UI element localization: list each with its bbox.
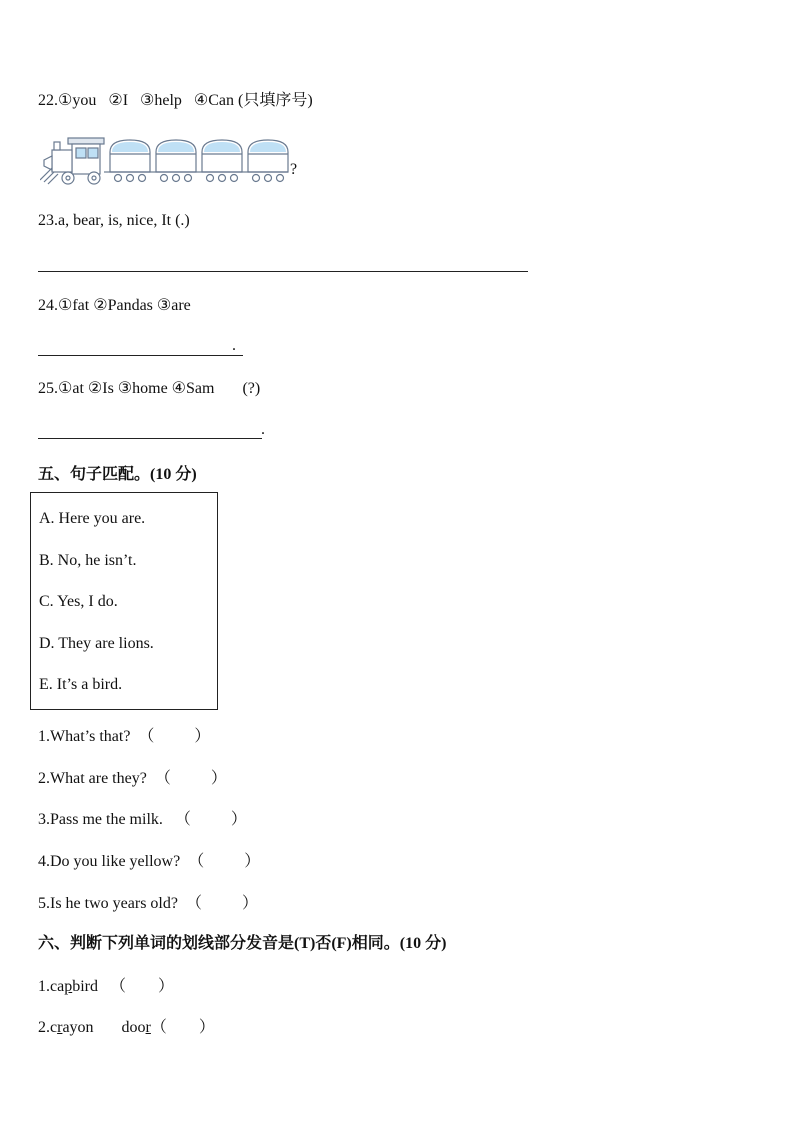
question-22: 22.①you ②I ③help ④Can (只填序号) <box>38 92 313 109</box>
question-25: 25.①at ②Is ③home ④Sam (?) <box>38 380 261 397</box>
section-5-title: 五、句子匹配。(10 分) <box>38 466 197 483</box>
train-picture <box>40 130 310 190</box>
word-part: ca <box>50 978 65 995</box>
match-question-2[interactable]: 2.What are they? （ ） <box>38 770 227 787</box>
option-c: C. Yes, I do. <box>39 593 118 610</box>
option-b: B. No, he isn’t. <box>39 552 137 569</box>
item-number: 1. <box>38 978 50 995</box>
match-question-1[interactable]: 1.What’s that? （ ） <box>38 728 211 745</box>
answer-parentheses[interactable]: （ ） <box>97 978 174 995</box>
locomotive-icon <box>40 138 110 184</box>
train-car-3 <box>202 140 248 182</box>
underlined-letter: r <box>145 1019 151 1036</box>
word-part: c <box>50 1019 58 1036</box>
question-24: 24.①fat ②Pandas ③are <box>38 297 191 314</box>
section-6-title: 六、判断下列单词的划线部分发音是(T)否(F)相同。(10 分) <box>38 935 447 952</box>
option-d: D. They are lions. <box>39 635 154 652</box>
train-car-1 <box>110 140 156 182</box>
phonics-item-2[interactable] <box>38 1014 215 1037</box>
phonics-item-1[interactable] <box>38 973 174 996</box>
question-23: 23.a, bear, is, nice, It (.) <box>38 212 190 229</box>
word-part: doo <box>93 1019 146 1036</box>
answer-parentheses[interactable]: （ ） <box>150 1019 215 1036</box>
underlined-letter: p <box>64 978 73 995</box>
answer-line-25[interactable] <box>38 438 262 439</box>
train-question-mark: ? <box>290 161 298 178</box>
match-question-3[interactable]: 3.Pass me the milk. （ ） <box>38 811 247 828</box>
word-part: ayon <box>62 1019 94 1036</box>
answer-line-24[interactable] <box>38 355 243 356</box>
train-car-4 <box>248 140 288 182</box>
option-a: A. Here you are. <box>39 510 146 527</box>
word-part: bird <box>72 978 98 995</box>
match-question-4[interactable]: 4.Do you like yellow? （ ） <box>38 853 261 870</box>
match-question-5[interactable]: 5.Is he two years old? （ ） <box>38 895 258 912</box>
answer-25-period: . <box>261 421 265 438</box>
options-box <box>30 492 218 710</box>
option-e: E. It’s a bird. <box>39 676 123 693</box>
train-car-2 <box>156 140 202 182</box>
answer-line-23[interactable] <box>38 271 528 272</box>
underlined-letter: r <box>57 1019 63 1036</box>
item-number: 2. <box>38 1019 50 1036</box>
answer-24-period: . <box>232 337 236 354</box>
